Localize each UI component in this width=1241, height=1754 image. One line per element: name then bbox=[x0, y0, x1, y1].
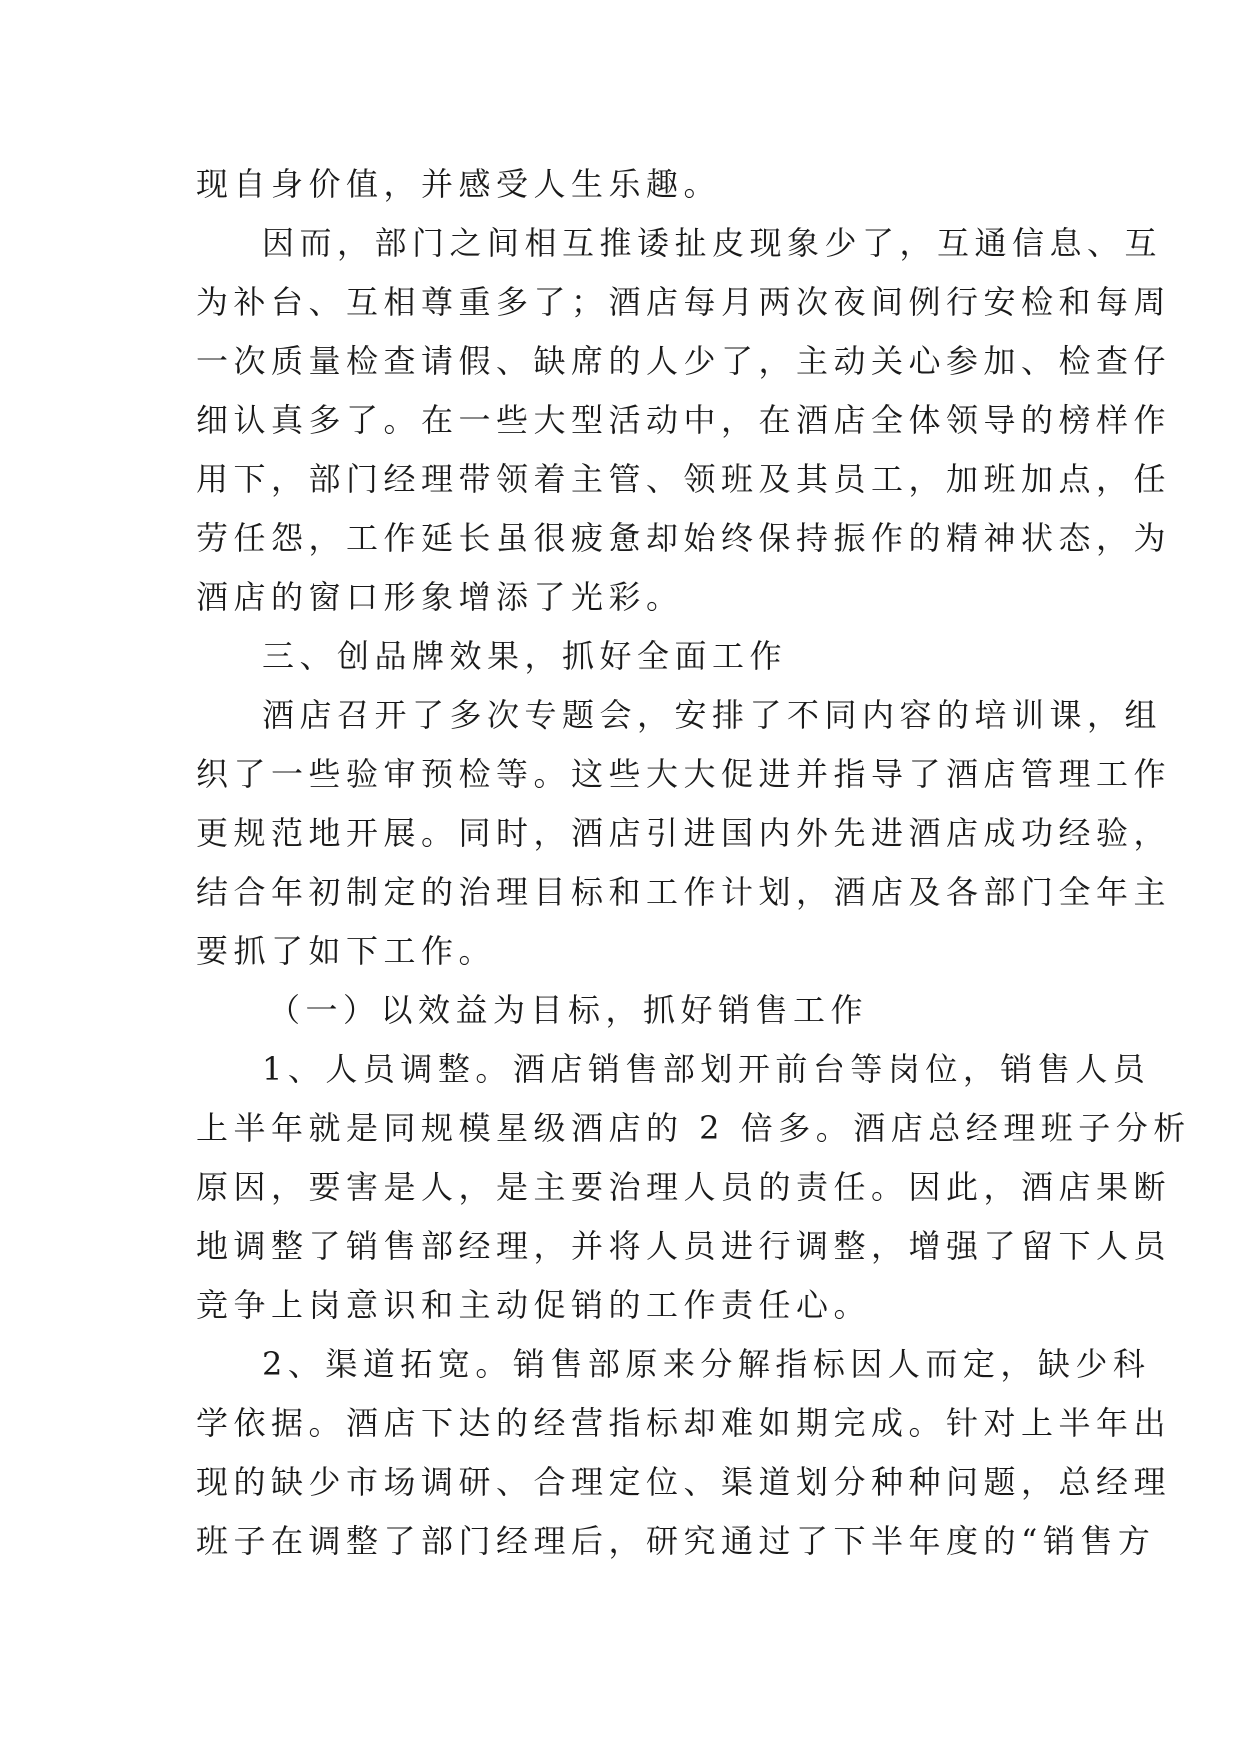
text-line: 上半年就是同规模星级酒店的 2 倍多。酒店总经理班子分析 bbox=[196, 1109, 1191, 1147]
text-line: 地调整了销售部经理，并将人员进行调整，增强了留下人员 bbox=[196, 1227, 1172, 1265]
body-text bbox=[196, 155, 1191, 1571]
text-line: 班子在调整了部门经理后，研究通过了下半年度的“销售方 bbox=[196, 1522, 1156, 1560]
text-line: 2、渠道拓宽。销售部原来分解指标因人而定，缺少科 bbox=[262, 1345, 1151, 1383]
text-line: 一次质量检查请假、缺席的人少了，主动关心参加、检查仔 bbox=[196, 342, 1172, 380]
text-line: 因而，部门之间相互推诿扯皮现象少了，互通信息、互 bbox=[262, 224, 1163, 262]
text-line: 酒店召开了多次专题会，安排了不同内容的培训课，组 bbox=[262, 696, 1163, 734]
text-line: 学依据。酒店下达的经营指标却难如期完成。针对上半年出 bbox=[196, 1404, 1172, 1442]
subsection-heading: （一）以效益为目标，抓好销售工作 bbox=[268, 991, 869, 1029]
text-line: 1、人员调整。酒店销售部划开前台等岗位，销售人员 bbox=[262, 1050, 1151, 1088]
text-line: 为补台、互相尊重多了；酒店每月两次夜间例行安检和每周 bbox=[196, 283, 1172, 321]
text-line: 现的缺少市场调研、合理定位、渠道划分种种问题，总经理 bbox=[196, 1463, 1172, 1501]
text-line: 要抓了如下工作。 bbox=[196, 932, 497, 970]
text-line: 竞争上岗意识和主动促销的工作责任心。 bbox=[196, 1286, 872, 1324]
text-line: 原因，要害是人，是主要治理人员的责任。因此，酒店果断 bbox=[196, 1168, 1172, 1206]
text-line: 更规范地开展。同时，酒店引进国内外先进酒店成功经验， bbox=[196, 814, 1172, 852]
section-heading: 三、创品牌效果，抓好全面工作 bbox=[262, 637, 788, 675]
text-line: 织了一些验审预检等。这些大大促进并指导了酒店管理工作 bbox=[196, 755, 1172, 793]
text-line: 劳任怨，工作延长虽很疲惫却始终保持振作的精神状态，为 bbox=[196, 519, 1172, 557]
text-line: 细认真多了。在一些大型活动中，在酒店全体领导的榜样作 bbox=[196, 401, 1172, 439]
text-line: 用下，部门经理带领着主管、领班及其员工，加班加点，任 bbox=[196, 460, 1172, 498]
text-line: 结合年初制定的治理目标和工作计划，酒店及各部门全年主 bbox=[196, 873, 1172, 911]
text-line: 酒店的窗口形象增添了光彩。 bbox=[196, 578, 684, 616]
text-line: 现自身价值，并感受人生乐趣。 bbox=[196, 165, 722, 203]
